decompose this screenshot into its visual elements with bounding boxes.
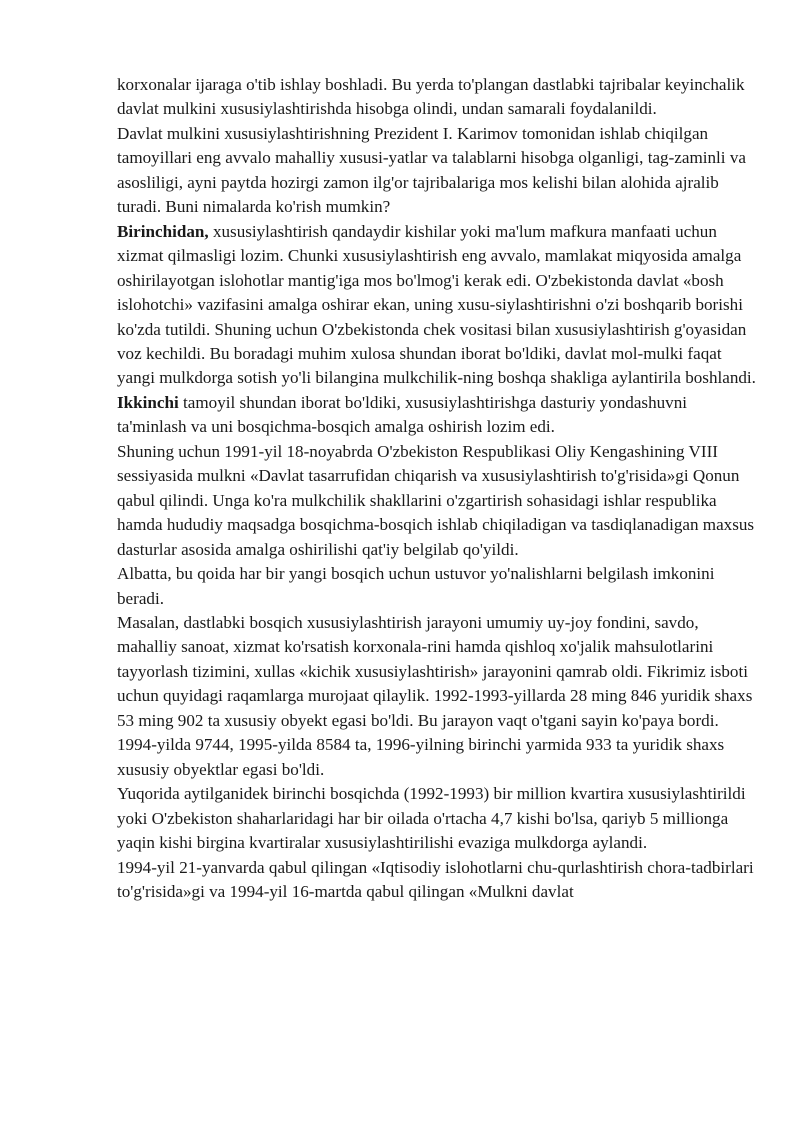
paragraph-3-text: xususiylashtirish qandaydir kishilar yoki ma'lum mafkura manfaati uchun xizmat qilmasligi lozim. Chunki xususiylashtirish eng avvalo, mamlakat miqyosida amalga oshirilayotgan islohotlar mantig'iga mos bo'lmog'i kerak edi. O'zbekistonda davlat «bosh islohotchi» vazifasini amalga oshirar ekan, uning xusu-siylashtirishni o'zi boshqarib borishi ko'zda tutildi. Shuning uchun O'zbekistonda chek vositasi bilan xususiylashtirish g'oyasidan voz kechildi. Bu boradagi muhim xulosa shundan iborat bo'ldiki, davlat mol-mulki faqat yangi mulkdorga sotish yo'li bilangina mulkchilik-ning boshqa shakliga aylantirila boshlandi. (117, 221, 756, 388)
paragraph-7 (117, 611, 757, 782)
paragraph-2 (117, 122, 757, 220)
paragraph-9 (117, 856, 757, 905)
paragraph-3-lead: Birinchidan, (117, 221, 209, 241)
paragraph-2-text: Davlat mulkini xususiylashtirishning Prezident I. Karimov tomonidan ishlab chiqilgan tamoyillari eng avvalo mahalliy xususi-yatlar va talablarni hisobga olganligi, tag-zaminli va asosliligi, ayni paytda hozirgi zamon ilg'or tajribalariga mos kelishi bilan alohida ajralib turadi. Buni nimalarda ko'rish mumkin? (117, 123, 746, 217)
paragraph-4-text: tamoyil shundan iborat bo'ldiki, xususiylashtirishga dasturiy yondashuvni ta'minlash va uni bosqichma-bosqich amalga oshirish lozim edi. (117, 392, 688, 437)
paragraph-9-text: 1994-yil 21-yanvarda qabul qilingan «Iqtisodiy islohotlarni chu-qurlashtirish chora-tadbirlari to'g'risida»gi va 1994-yil 16-martda qabul qilingan «Mulkni davlat (117, 857, 754, 901)
paragraph-1 (117, 73, 757, 122)
paragraph-4 (117, 391, 757, 440)
paragraph-6 (117, 562, 757, 611)
paragraph-8-text: Yuqorida aytilganidek birinchi bosqichda (1992-1993) bir million kvartira xususiylashtirildi yoki O'zbekiston shaharlaridagi har bir oilada o'rtacha 4,7 kishi bo'lsa, qariyb 5 millionga yaqin kishi birgina kvartiralar xususiylashtirilishi evaziga mulkdorga aylandi. (117, 784, 746, 853)
paragraph-8 (117, 782, 757, 855)
paragraph-6-text: Albatta, bu qoida har bir yangi bosqich uchun ustuvor yo'nalishlarni belgilash imkonini beradi. (117, 564, 715, 608)
paragraph-7-text: Masalan, dastlabki bosqich xususiylashtirish jarayoni umumiy uy-joy fondini, savdo, mahalliy sanoat, xizmat ko'rsatish korxonala-rini hamda qishloq xo'jalik mahsulotlarini tayyorlash tizimini, xullas «kichik xususiylashtirish» jarayonini qamrab oldi. Fikrimiz isboti uchun quyidagi raqamlarga murojaat qilaylik. 1992-1993-yillarda 28 ming 846 yuridik shaxs 53 ming 902 ta xususiy obyekt egasi bo'ldi. Bu jarayon vaqt o'tgani sayin ko'paya bordi. 1994-yilda 9744, 1995-yilda 8584 ta, 1996-yilning birinchi yarmida 933 ta yuridik shaxs xususiy obyektlar egasi bo'ldi. (117, 612, 753, 779)
paragraph-5-text: Shuning uchun 1991-yil 18-noyabrda O'zbekiston Respublikasi Oliy Kengashining VIII sessiyasida mulkni «Davlat tasarrufidan chiqarish va xususiylashtirish to'g'risida»gi Qonun qabul qilindi. Unga ko'ra mulkchilik shakllarini o'zgartirish sohasidagi ishlar respublika hamda hududiy maqsadga bosqichma-bosqich ishlab chiqiladigan va tasdiqlanadigan maxsus dasturlar asosida amalga oshirilishi qat'iy belgilab qo'yildi. (117, 441, 755, 559)
paragraph-1-text: korxonalar ijaraga o'tib ishlay boshladi. Bu yerda to'plangan dastlabki tajribalar keyinchalik davlat mulkini xususiylashtirishda hisobga olindi, undan samarali foydalanildi. (117, 75, 745, 119)
paragraph-5 (117, 440, 757, 562)
paragraph-3 (117, 220, 757, 391)
document-body (117, 73, 757, 904)
paragraph-4-lead: Ikkinchi (117, 392, 179, 412)
